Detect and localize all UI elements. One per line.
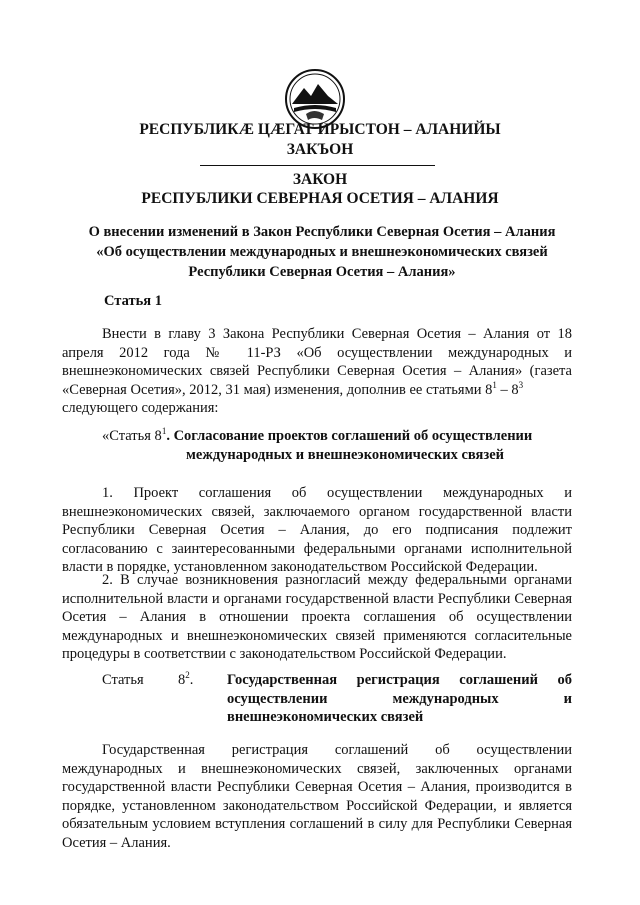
header-divider xyxy=(200,165,435,166)
article-8-2-num: 8 xyxy=(178,672,186,688)
article-8-1-prefix: «Статья 8 xyxy=(102,428,162,444)
article-8-1-paragraph-1: 1. Проект соглашения об осуществлении международных и внешнеэкономических связей, заключаемого органом государственной власти Республики Северная Осетия – Алания, до его подписания подлежит согласованию с заинтересованными федеральными органами исполнительной власти в порядке, установленном законодательством Российской Федерации. xyxy=(62,485,572,575)
article-1-sup-b: 3 xyxy=(518,379,524,390)
law-subject xyxy=(70,222,574,282)
article-8-1-title-line-1: . Согласование проектов соглашений об осуществлении xyxy=(166,428,533,444)
article-8-2-title: Государственная регистрация соглашений об осуществлении международных и внешнеэкономических связей xyxy=(227,672,572,725)
article-1-sup-a: 1 xyxy=(492,379,497,390)
subject-line-3: Республики Северная Осетия – Алания» xyxy=(188,264,456,280)
article-8-2-sup: 2 xyxy=(185,670,190,681)
article-8-2-paragraph-1: Государственная регистрация соглашений об осуществлении международных и внешнеэкономических связей, заключенных органами государственной власти Республики Северная Осетия – Алания, производится в порядке, установленном законодательством Российской Федерации, и является обязательным условием вступления соглашений в силу для Республики Северная Осетия – Алания. xyxy=(62,742,572,851)
article-1-dash: – 8 xyxy=(496,381,519,398)
article-8-1-title-line-2: международных и внешнеэкономических связей xyxy=(186,446,505,463)
article-8-2-number xyxy=(178,671,193,690)
article-1-heading: Статья 1 xyxy=(104,293,162,309)
article-8-1-heading xyxy=(62,427,572,464)
subject-line-1: О внесении изменений в Закон Республики Северная Осетия – Алания xyxy=(88,224,556,240)
law-title-ossetian: ЗАКЪОН xyxy=(286,141,354,158)
article-1-text-b: следующего содержания: xyxy=(62,400,219,416)
article-8-2-dot: . xyxy=(189,672,194,688)
law-title-russian: ЗАКОН xyxy=(292,171,348,188)
article-8-1-sup: 1 xyxy=(161,426,167,437)
article-1-text xyxy=(62,325,572,418)
article-8-2-label: Статья xyxy=(102,672,144,688)
republic-title-russian: РЕСПУБЛИКИ СЕВЕРНАЯ ОСЕТИЯ – АЛАНИЯ xyxy=(141,190,499,207)
republic-title-ossetian: РЕСПУБЛИКÆ ЦÆГАТ ИРЫСТОН – АЛАНИЙЫ xyxy=(139,121,501,138)
subject-line-2: «Об осуществлении международных и внешнеэкономических связей xyxy=(96,244,548,260)
article-1-text-a: Внести в главу 3 Закона Республики Северная Осетия – Алания от 18 апреля 2012 года № 11-РЗ «Об осуществлении международных и внешнеэкономических связей Республики Северная Осетия – Алания» (газета «Северная Осетия», 2012, 31 мая) изменения, дополнив ее статьями 8 xyxy=(62,326,572,398)
article-8-1-paragraph-2: 2. В случае возникновения разногласий между федеральными органами исполнительной власти и органами государственной власти Республики Северная Осетия – Алания в отношении проекта соглашения об осуществлении международных и внешнеэкономических связей применяются согласительные процедуры в соответствии с законодательством Российской Федерации. xyxy=(62,572,572,662)
